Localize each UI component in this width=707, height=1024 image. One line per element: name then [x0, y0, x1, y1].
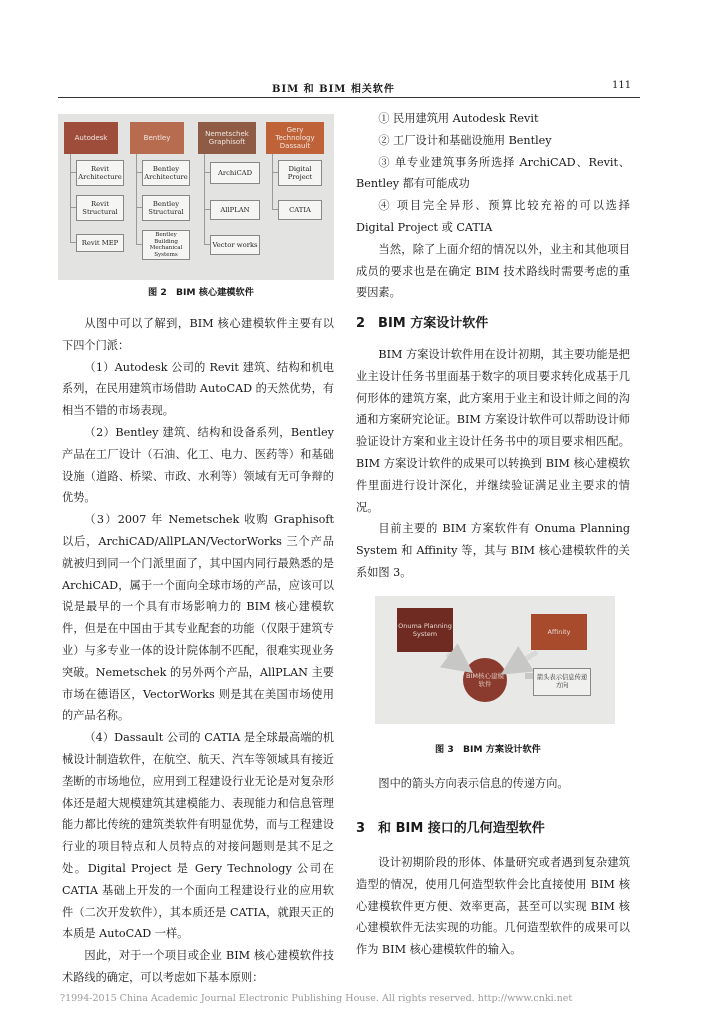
software-revit-architecture: Revit Architecture [76, 160, 124, 186]
figure-2-caption: 图 2 BIM 核心建模软件 [148, 287, 254, 298]
figure-3-arrows [375, 596, 615, 724]
block-affinity: Affinity [531, 614, 587, 650]
running-head: BIM 和 BIM 相关软件 [272, 84, 395, 95]
page-number: 111 [612, 80, 632, 91]
paragraph: 当然，除了上面介绍的情况以外，业主和其他项目成员的要求也是在确定 BIM 技术路线时需要考虑的重要因素。 [356, 242, 630, 300]
figure-2-bim-core-software-diagram [58, 114, 334, 280]
vendor-autodesk: Autodesk [64, 122, 118, 154]
paragraph: 因此，对于一个项目或企业 BIM 核心建模软件技术路线的确定，可以考虑如下基本原则： [62, 949, 334, 984]
principle-item: ② 工厂设计和基础设施用 Bentley [378, 133, 552, 147]
software-archicad: ArchiCAD [210, 162, 260, 184]
left-column [62, 313, 334, 989]
software-bentley-architecture: Bentley Architecture [142, 160, 190, 186]
software-vectorworks: Vector works [210, 235, 260, 255]
figure-3-caption: 图 3 BIM 方案设计软件 [435, 744, 541, 755]
principle-item: ① 民用建筑用 Autodesk Revit [378, 112, 539, 125]
connector-line [272, 154, 273, 210]
paragraph: （4）Dassault 公司的 CATIA 是全球最高端的机械设计制造软件，在航空、航天、汽车等领域具有接近垄断的市场地位，应用到工程建设行业无论是对复杂形体还是超大规模建筑其建模能力、表现能力和信息管理能力都比传统的建筑类软件有明显优势，而与工程建设行业的项目特点和人员特点的对接问题则是其不足之处。Digital Project 是 Gery Technology 公司在 CATIA 基础上开发的一个面向工程建设行业的应用软件（二次开发软件），其本质还是 CATIA，就跟天正的本质是 AutoCAD 一样。 [62, 731, 334, 941]
section-2-body [356, 344, 630, 584]
software-allplan: AllPLAN [210, 200, 260, 220]
vendor-dassault: Gery Technology Dassault [266, 122, 324, 154]
arrow-onuma-to-bim [447, 654, 469, 670]
paragraph: 从图中可以了解到，BIM 核心建模软件主要有以下四个门派： [62, 317, 334, 352]
block-onuma: Onuma Planning System [397, 608, 453, 652]
principle-item: ③ 单专业建筑事务所选择 ArchiCAD、Revit、Bentley 都有可能成功 [356, 155, 630, 191]
principle-item: ④ 项目完全异形、预算比较充裕的可以选择 Digital Project 或 CATIA [356, 199, 630, 234]
principles-list [356, 108, 630, 304]
legend-box: 箭头表示信息传递方向 [533, 668, 591, 696]
paragraph: （2）Bentley 建筑、结构和设备系列，Bentley 产品在工厂设计（石油、化工、电力、医药等）和基础设施（道路、桥梁、市政、水利等）领域有无可争辩的优势。 [62, 425, 334, 505]
software-digital-project: Digital Project [278, 160, 322, 186]
block-bim-core: BIM核心建模软件 [463, 658, 507, 702]
section-3-body [356, 852, 630, 961]
software-catia: CATIA [278, 200, 322, 220]
header-rule [58, 97, 640, 98]
vendor-nemetschek: Nemetschek Graphisoft [198, 122, 256, 154]
software-bentley-building-mechanical: Bentley Building Mechanical Systems [142, 230, 190, 260]
section-3-heading: 3 和 BIM 接口的几何造型软件 [356, 821, 545, 836]
vendor-bentley: Bentley [130, 122, 184, 154]
section-2-heading: 2 BIM 方案设计软件 [356, 316, 489, 331]
paragraph: 目前主要的 BIM 方案软件有 Onuma Planning System 和 Affinity 等，其与 BIM 核心建模软件的关系如图 3。 [356, 522, 630, 579]
figure-3-bim-scheme-software-diagram [375, 596, 615, 724]
connector-line [136, 154, 137, 244]
paragraph: 设计初期阶段的形体、体量研究或者遇到复杂建筑造型的情况，使用几何造型软件会比直接使用 BIM 核心建模软件更方便、效率更高，甚至可以实现 BIM 核心建模软件无法实现的功能。几何造型软件的成果可以作为 BIM 核心建模软件的输入。 [356, 856, 630, 957]
figure-note [356, 773, 630, 795]
paragraph: 图中的箭头方向表示信息的传递方向。 [378, 777, 569, 790]
paragraph: （3）2007 年 Nemetschek 收购 Graphisoft 以后，ArchiCAD/AllPLAN/VectorWorks 三个产品就被归到同一个门派里面了，其中国内同行最熟悉的是 ArchiCAD，属于一个面向全球市场的产品，应该可以说是最早的一个具有市场影响力的 BIM 核心建模软件，但是在中国由于其专业配套的功能（仅限于建筑专业）与多专业一体的设计院体制不匹配，很难实现业务突破。Nemetschek 的另外两个产品，AllPLAN 主要市场在德语区，VectorWorks 则是其在美国市场使用的产品名称。 [62, 513, 334, 723]
software-revit-mep: Revit MEP [76, 234, 124, 252]
copyright-footer: ?1994-2015 China Academic Journal Electronic Publishing House. All rights reserved. http://www.cnki.net [60, 993, 573, 1004]
paragraph: （1）Autodesk 公司的 Revit 建筑、结构和机电系列，在民用建筑市场借助 AutoCAD 的天然优势，有相当不错的市场表现。 [62, 360, 334, 418]
software-revit-structural: Revit Structural [76, 195, 124, 221]
connector-line [204, 154, 205, 244]
software-bentley-structural: Bentley Structural [142, 195, 190, 221]
connector-line [70, 154, 71, 242]
paragraph: BIM 方案设计软件用在设计初期，其主要功能是把业主设计任务书里面基于数字的项目要求转化成基于几何形体的建筑方案，此方案用于业主和设计师之间的沟通和方案研究论证。BIM 方案设计软件可以帮助设计师验证设计方案和业主设计任务书中的项目要求相匹配。BIM 方案设计软件的成果可以转换到 BIM 核心建模软件里面进行设计深化，并继续验证满足业主要求的情况。 [356, 348, 630, 514]
